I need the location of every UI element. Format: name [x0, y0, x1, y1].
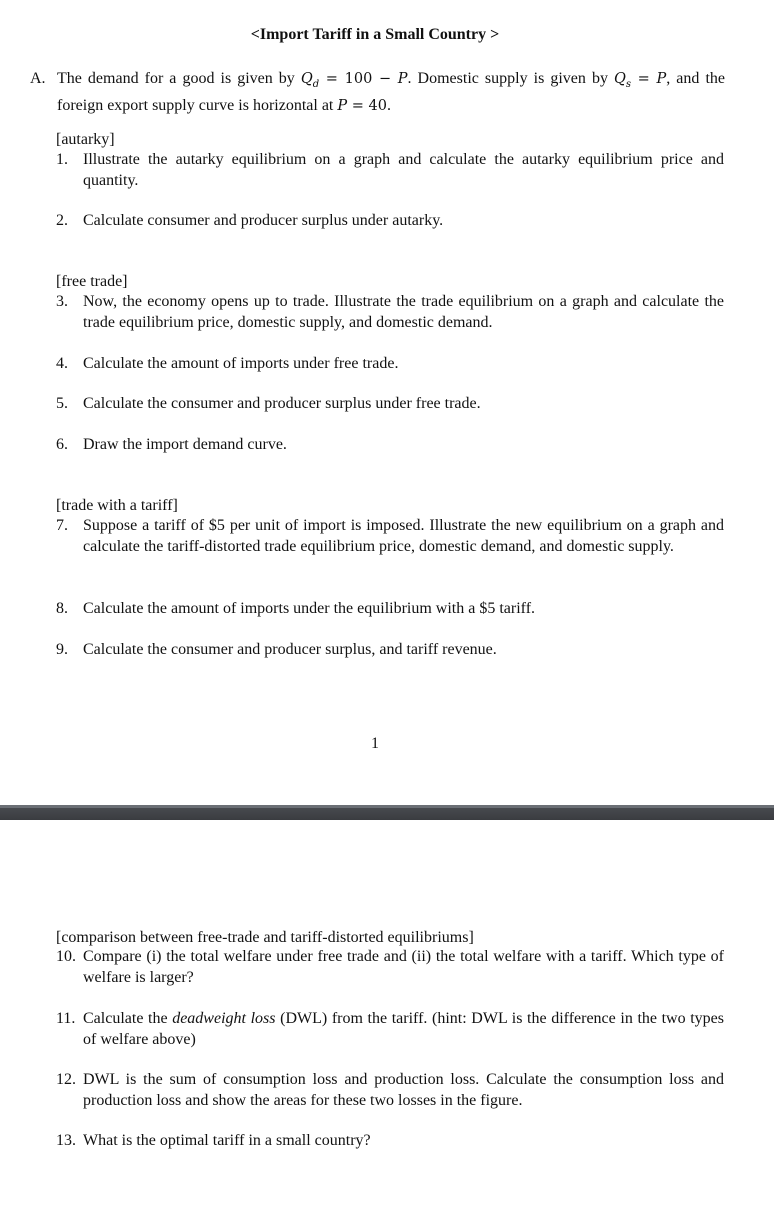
question-12 — [56, 1070, 724, 1111]
page-divider — [0, 805, 774, 820]
question-number: 5. — [56, 395, 68, 412]
question-number: 1. — [56, 151, 68, 168]
question-text: Illustrate the autarky equilibrium on a graph and calculate the autarky equilibrium price and quantity. — [83, 151, 724, 189]
question-text: Calculate the consumer and producer surplus under free trade. — [83, 395, 481, 412]
question-number: 4. — [56, 355, 68, 372]
question-number: 2. — [56, 212, 68, 229]
question-3 — [56, 292, 724, 333]
section-comparison: [comparison between free-trade and tariff-distorted equilibriums] — [56, 929, 474, 946]
question-2 — [56, 211, 724, 232]
problem-label: A. — [30, 70, 46, 87]
question-number: 8. — [56, 600, 68, 617]
question-number: 7. — [56, 517, 68, 534]
question-number: 13. — [56, 1132, 76, 1149]
question-8 — [56, 599, 724, 620]
section-free-trade: [free trade] — [56, 273, 128, 290]
question-text: Calculate the deadweight loss (DWL) from the tariff. (hint: DWL is the difference in the two types of welfare above) — [83, 1010, 725, 1048]
section-tariff: [trade with a tariff] — [56, 497, 178, 514]
question-number: 10. — [56, 948, 76, 965]
question-text: Calculate the consumer and producer surplus, and tariff revenue. — [83, 641, 497, 658]
question-4 — [56, 354, 724, 375]
problem-statement: The demand for a good is given by $Q_d = 100 - P$. Domestic supply is given by $Q_s = P$, and the foreign export supply curve is horizontal at P = 40. — [57, 70, 726, 114]
question-text: Draw the import demand curve. — [83, 436, 287, 453]
question-10 — [56, 947, 724, 988]
question-9 — [56, 640, 724, 661]
question-number: 9. — [56, 641, 68, 658]
document-title: <Import Tariff in a Small Country > — [250, 26, 500, 43]
question-text: Suppose a tariff of $5 per unit of import is imposed. Illustrate the new equilibrium on a graph and calculate the tariff-distorted trade equilibrium price, domestic demand, and domestic supply. — [83, 517, 724, 555]
question-text: Calculate consumer and producer surplus under autarky. — [83, 212, 444, 229]
question-number: 3. — [56, 293, 68, 310]
question-text: DWL is the sum of consumption loss and production loss. Calculate the consumption loss and production loss and show the areas for these two losses in the figure. — [83, 1071, 724, 1109]
page-number: 1 — [371, 735, 379, 752]
question-number: 11. — [56, 1010, 76, 1027]
question-11 — [56, 1009, 724, 1050]
question-text: What is the optimal tariff in a small country? — [83, 1132, 371, 1149]
question-7 — [56, 516, 724, 557]
problem-intro — [30, 68, 725, 117]
question-number: 6. — [56, 436, 68, 453]
question-text: Calculate the amount of imports under free trade. — [83, 355, 399, 372]
question-text: Calculate the amount of imports under the equilibrium with a $5 tariff. — [83, 600, 536, 617]
question-text: Now, the economy opens up to trade. Illustrate the trade equilibrium on a graph and calculate the trade equilibrium price, domestic supply, and domestic demand. — [83, 293, 724, 331]
section-autarky: [autarky] — [56, 131, 115, 148]
question-1 — [56, 150, 724, 191]
question-13 — [56, 1131, 724, 1152]
question-5 — [56, 394, 724, 415]
question-number: 12. — [56, 1071, 76, 1088]
question-6 — [56, 435, 724, 456]
question-text: Compare (i) the total welfare under free trade and (ii) the total welfare with a tariff. Which type of welfare is larger? — [83, 948, 724, 986]
